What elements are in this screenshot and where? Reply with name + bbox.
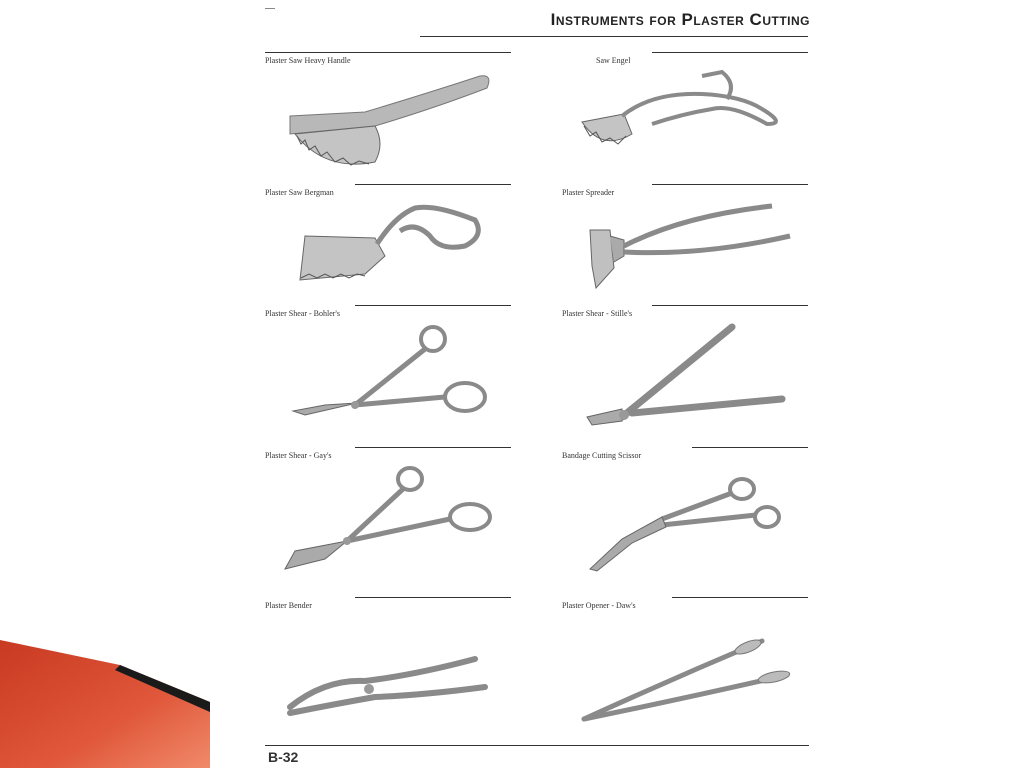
instrument-plaster-shear-stille [562,305,807,445]
instrument-label: Plaster Shear - Bohler's [265,309,340,318]
instrument-plaster-shear-bohler [265,305,510,445]
plaster-saw-bergman-icon [265,196,510,316]
instrument-saw-engel [562,52,807,192]
instrument-label: Plaster Saw Heavy Handle [265,56,351,65]
plaster-shear-gay-icon [265,459,510,589]
instrument-label: Plaster Saw Bergman [265,188,334,197]
instrument-plaster-shear-gay [265,447,510,587]
instrument-label: Plaster Shear - Stille's [562,309,633,318]
instrument-plaster-saw-bergman [265,184,510,324]
page-number: B-32 [268,749,299,765]
instrument-bandage-cutting-scissor [562,447,807,587]
plaster-bender-icon [265,609,510,739]
footer-rule [265,745,809,746]
instrument-plaster-opener-daw [562,597,807,737]
page-title: Instruments for Plaster Cutting [550,10,810,29]
item-rule [355,597,511,598]
instrument-plaster-bender [265,597,510,737]
instrument-label: Saw Engel [596,56,631,65]
item-rule [652,305,808,306]
slide-corner-decoration [0,640,215,768]
instrument-label: Plaster Opener - Daw's [562,601,636,610]
instrument-label: Plaster Spreader [562,188,615,197]
plaster-opener-daw-icon [562,609,807,739]
item-rule [672,597,808,598]
instrument-plaster-saw-heavy-handle [265,52,510,192]
item-rule [355,184,511,185]
instrument-plaster-spreader [562,184,807,324]
bandage-cutting-scissor-icon [562,459,807,589]
plaster-spreader-icon [562,196,807,316]
item-rule [652,52,808,53]
saw-engel-icon [562,64,807,184]
plaster-saw-heavy-handle-icon [265,64,510,184]
corner-mark [265,8,275,9]
item-rule [355,447,511,448]
instrument-label: Plaster Shear - Gay's [265,451,332,460]
instrument-label: Plaster Bender [265,601,312,610]
instrument-label: Bandage Cutting Scissor [562,451,642,460]
title-rule [420,36,808,37]
item-rule [265,52,511,53]
item-rule [355,305,511,306]
item-rule [692,447,808,448]
item-rule [652,184,808,185]
plaster-shear-bohler-icon [265,317,510,447]
plaster-shear-stille-icon [562,317,807,447]
